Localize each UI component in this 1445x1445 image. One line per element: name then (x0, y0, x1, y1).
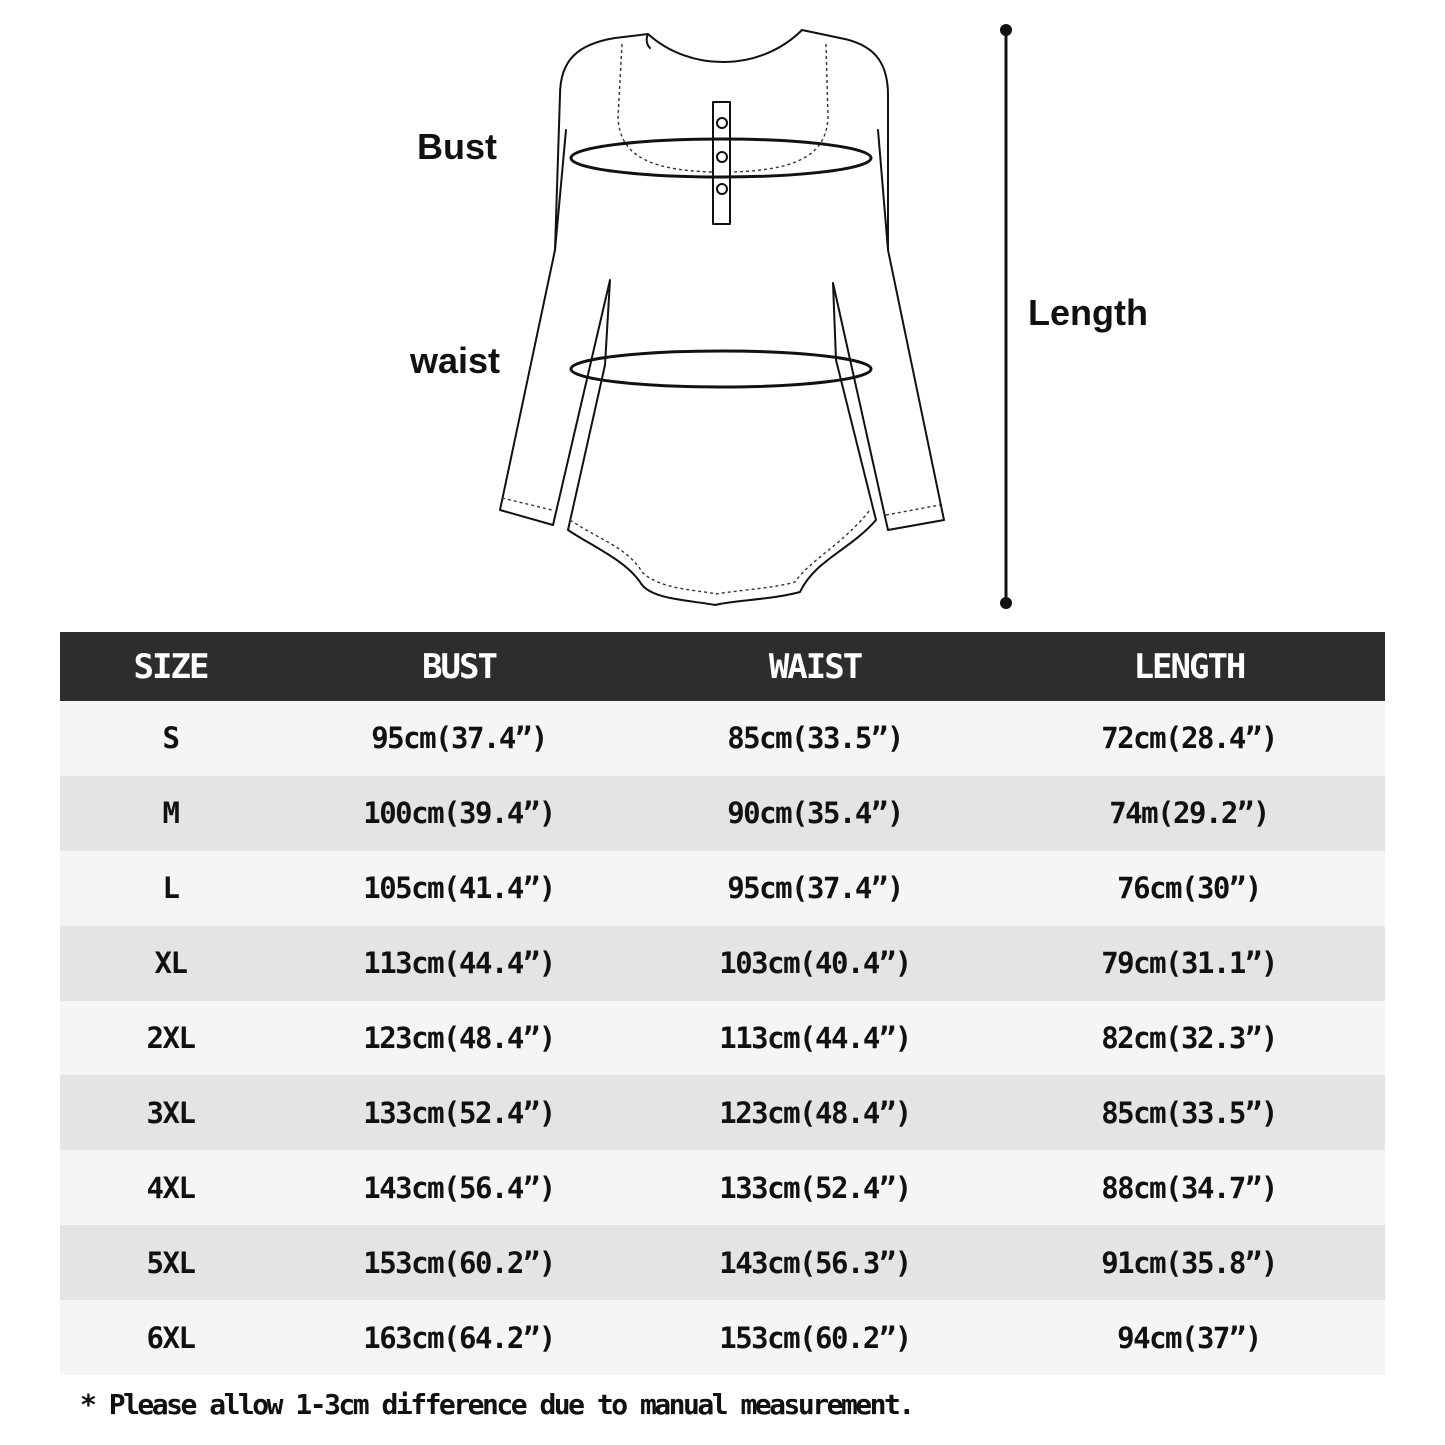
cell-length: 74m(29.2”) (1109, 796, 1269, 831)
table-header-row (60, 632, 1385, 701)
cell-waist: 153cm(60.2”) (719, 1320, 911, 1355)
cell-size: L (162, 871, 179, 906)
cell-waist: 143cm(56.3”) (719, 1245, 911, 1280)
cell-bust: 153cm(60.2”) (363, 1245, 555, 1280)
cell-waist: 133cm(52.4”) (719, 1170, 911, 1205)
table-row (60, 1075, 1385, 1150)
table-row (60, 1300, 1385, 1375)
waist-label: waist (410, 340, 501, 381)
table-row (60, 1225, 1385, 1300)
bust-measure-line (571, 139, 871, 177)
cell-length: 88cm(34.7”) (1101, 1170, 1277, 1205)
cell-length: 72cm(28.4”) (1101, 721, 1277, 756)
header-length: LENGTH (1133, 646, 1245, 687)
cell-length: 82cm(32.3”) (1101, 1021, 1277, 1055)
cell-size: S (162, 721, 179, 756)
waist-measure-line (571, 351, 871, 387)
cell-length: 79cm(31.1”) (1101, 946, 1277, 981)
cell-size: 4XL (146, 1170, 195, 1205)
cell-bust: 163cm(64.2”) (363, 1320, 555, 1355)
table-row (60, 701, 1385, 776)
table-row (60, 926, 1385, 1001)
cell-length: 91cm(35.8”) (1101, 1245, 1277, 1280)
bust-label: Bust (417, 126, 497, 167)
cell-size: 6XL (146, 1320, 195, 1355)
cell-bust: 95cm(37.4”) (371, 721, 547, 756)
table-row (60, 851, 1385, 926)
cell-waist: 85cm(33.5”) (727, 721, 903, 756)
garment-outline (500, 30, 944, 605)
cell-bust: 143cm(56.4”) (363, 1170, 555, 1205)
cell-bust: 113cm(44.4”) (363, 946, 555, 981)
cell-waist: 123cm(48.4”) (719, 1095, 911, 1130)
size-chart-table (60, 632, 1385, 1375)
cell-length: 94cm(37”) (1117, 1320, 1261, 1355)
cell-length: 85cm(33.5”) (1101, 1095, 1277, 1130)
header-waist: WAIST (768, 646, 862, 687)
cell-bust: 123cm(48.4”) (363, 1021, 555, 1055)
length-measure-line (1000, 24, 1012, 609)
garment-diagram (0, 0, 1445, 625)
cell-bust: 133cm(52.4”) (363, 1095, 555, 1130)
header-bust: BUST (422, 646, 496, 687)
cell-waist: 113cm(44.4”) (719, 1021, 911, 1055)
cell-size: 2XL (146, 1021, 195, 1055)
table-row (60, 1001, 1385, 1076)
cell-size: XL (154, 946, 187, 981)
measurement-note: * Please allow 1-3cm difference due to manual measurement. (80, 1388, 913, 1421)
length-label: Length (1028, 292, 1148, 333)
cell-size: M (162, 796, 179, 831)
cell-size: 3XL (146, 1095, 195, 1130)
cell-waist: 103cm(40.4”) (719, 946, 911, 981)
cell-waist: 90cm(35.4”) (727, 796, 903, 831)
cell-bust: 105cm(41.4”) (363, 871, 555, 906)
cell-size: 5XL (146, 1245, 195, 1280)
header-size: SIZE (133, 646, 208, 687)
table-row (60, 1150, 1385, 1225)
cell-bust: 100cm(39.4”) (363, 796, 555, 831)
table-row (60, 776, 1385, 851)
cell-waist: 95cm(37.4”) (727, 871, 903, 906)
cell-length: 76cm(30”) (1117, 871, 1261, 906)
bodysuit-illustration (0, 0, 1445, 625)
